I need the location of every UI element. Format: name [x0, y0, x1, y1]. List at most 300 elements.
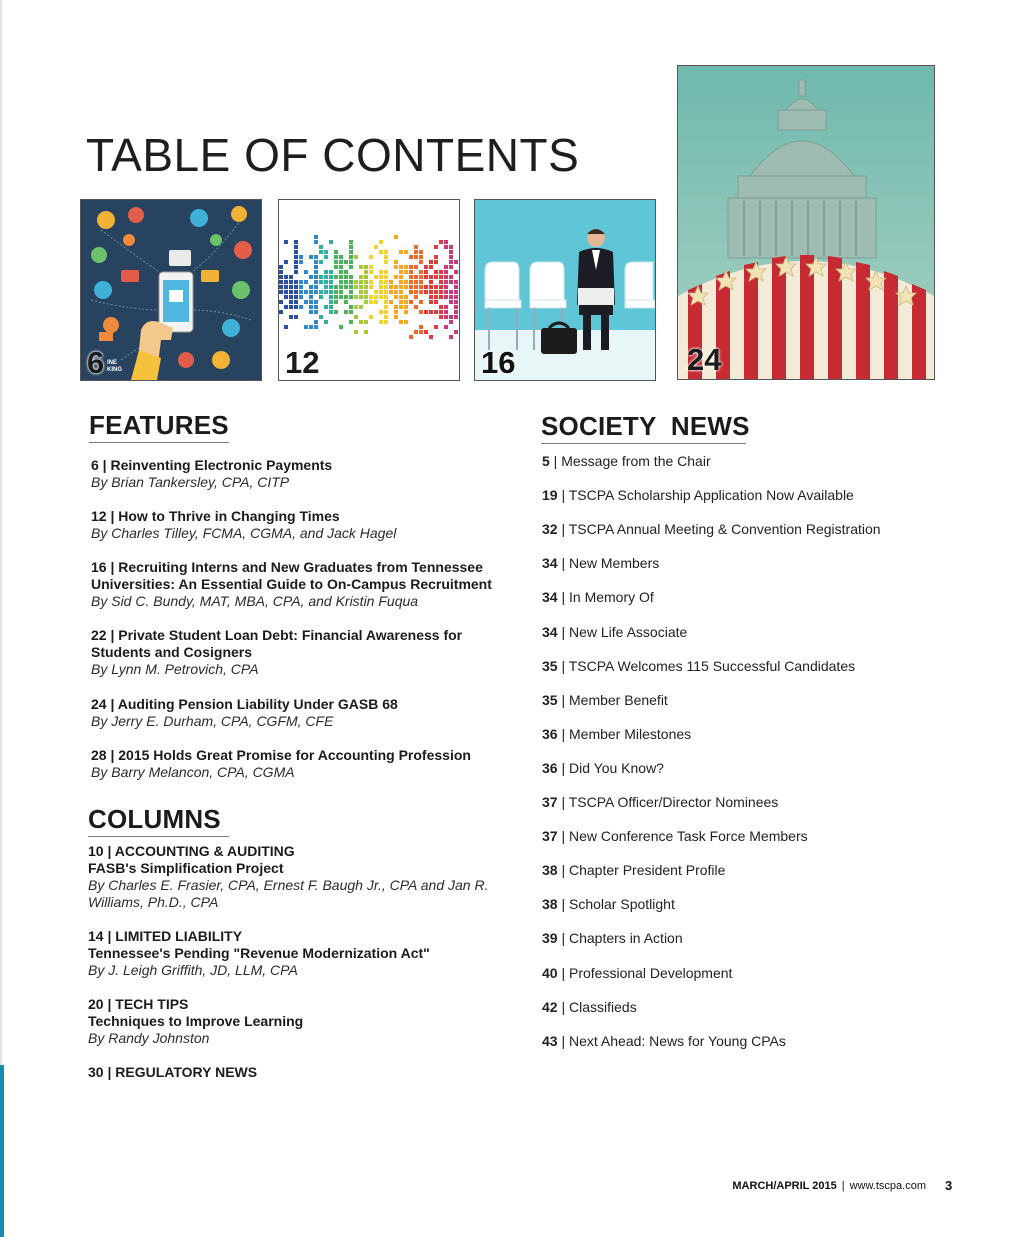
pixel-square — [434, 260, 438, 264]
column-entry[interactable] — [88, 1064, 518, 1081]
pixel-square — [349, 250, 353, 254]
pixel-square — [354, 315, 358, 319]
feature-title: 24 | Auditing Pension Liability Under GASB 68 — [91, 696, 398, 712]
pixel-square — [409, 285, 413, 289]
pixel-square — [324, 250, 328, 254]
pixel-square — [369, 295, 373, 299]
pixel-square — [424, 270, 428, 274]
pixel-square — [309, 295, 313, 299]
pixel-square — [439, 315, 443, 319]
pixel-square — [409, 265, 413, 269]
pixel-square — [444, 245, 448, 249]
column-section: 14 | LIMITED LIABILITY — [88, 928, 243, 944]
pixel-square — [314, 255, 318, 259]
pixel-square — [289, 290, 293, 294]
pixel-square — [439, 270, 443, 274]
society-news-item[interactable]: 37 | New Conference Task Force Members — [542, 828, 808, 845]
pixel-square — [394, 315, 398, 319]
feature-title: 22 | Private Student Loan Debt: Financial Awareness for Students and Cosigners — [91, 627, 463, 660]
pixel-square — [369, 285, 373, 289]
society-news-title: New Life Associate — [569, 623, 688, 640]
pixel-square — [299, 305, 303, 309]
pixel-square — [294, 295, 298, 299]
pixel-square — [349, 310, 353, 314]
pixel-square — [409, 290, 413, 294]
feature-title: 28 | 2015 Holds Great Promise for Accounting Profession — [91, 747, 471, 763]
feature-entry[interactable] — [91, 508, 521, 542]
thumbnail-page-16[interactable] — [474, 199, 656, 381]
pixel-square — [444, 290, 448, 294]
society-news-item[interactable]: 34 | In Memory Of — [542, 589, 654, 606]
column-byline: By Charles E. Frasier, CPA, Ernest F. Baugh Jr., CPA and Jan R. Williams, Ph.D., CPA — [88, 877, 489, 910]
pixel-square — [429, 290, 433, 294]
pixel-square — [314, 270, 318, 274]
pixel-square — [384, 315, 388, 319]
pixel-square — [344, 275, 348, 279]
pixel-square — [359, 305, 363, 309]
pixel-square — [319, 260, 323, 264]
pixel-square — [349, 255, 353, 259]
pixel-square — [289, 305, 293, 309]
pixel-square — [434, 310, 438, 314]
pixel-square — [399, 320, 403, 324]
pixel-square — [364, 280, 368, 284]
society-news-page: 40 — [542, 964, 558, 981]
pixel-square — [404, 265, 408, 269]
feature-entry[interactable] — [91, 559, 511, 610]
pixel-square — [444, 270, 448, 274]
pixel-square — [329, 310, 333, 314]
society-news-item[interactable]: 37 | TSCPA Officer/Director Nominees — [542, 794, 779, 810]
pixel-square — [284, 240, 288, 244]
pixel-square — [344, 280, 348, 284]
society-news-title: New Conference Task Force Members — [569, 828, 808, 845]
pixel-square — [399, 270, 403, 274]
pixel-square — [429, 310, 433, 314]
society-news-page: 34 — [542, 623, 558, 640]
pixel-square — [349, 295, 353, 299]
pixel-square — [324, 280, 328, 284]
issue-date: MARCH/APRIL 2015 — [732, 1180, 837, 1192]
feature-byline: By Barry Melancon, CPA, CGMA — [91, 764, 295, 780]
pixel-square — [309, 305, 313, 309]
feature-entry[interactable] — [91, 627, 481, 678]
pixel-square — [314, 240, 318, 244]
pixel-square — [409, 335, 413, 339]
thumbnail-caption: INE KING — [107, 360, 122, 373]
pixel-square — [384, 320, 388, 324]
pixel-square — [299, 255, 303, 259]
society-news-item[interactable]: 35 | Member Benefit — [542, 691, 668, 708]
society-news-item[interactable]: 43 | Next Ahead: News for Young CPAs — [542, 1032, 786, 1049]
pixel-square — [294, 290, 298, 294]
feature-entry[interactable] — [91, 457, 521, 491]
feature-byline: By Brian Tankersley, CPA, CITP — [91, 474, 290, 490]
pixel-square — [399, 295, 403, 299]
pixel-square — [349, 285, 353, 289]
pixel-square — [439, 275, 443, 279]
pixel-square — [314, 285, 318, 289]
pixel-square — [354, 285, 358, 289]
pixel-square — [319, 280, 323, 284]
pixel-square — [454, 270, 458, 274]
pixel-square — [289, 275, 293, 279]
pixel-square — [359, 290, 363, 294]
pixel-square — [369, 255, 373, 259]
society-news-page: 35 — [542, 691, 558, 708]
pixel-square — [419, 330, 423, 334]
column-title: FASB's Simplification Project — [88, 860, 284, 876]
pixel-square — [449, 250, 453, 254]
pixel-square — [449, 320, 453, 324]
pixel-square — [314, 275, 318, 279]
pixel-square — [414, 285, 418, 289]
pixel-square — [384, 310, 388, 314]
pixel-square — [384, 300, 388, 304]
pixel-square — [314, 280, 318, 284]
pixel-square — [449, 315, 453, 319]
pixel-square — [394, 265, 398, 269]
pixel-square — [304, 270, 308, 274]
society-news-page: 37 — [542, 828, 558, 845]
pixel-square — [399, 290, 403, 294]
society-news-item[interactable]: 34 | New Life Associate — [542, 623, 688, 640]
pixel-square — [324, 275, 328, 279]
pixel-square — [449, 300, 453, 304]
pixel-square — [334, 290, 338, 294]
pixel-square — [309, 310, 313, 314]
pixel-square — [384, 255, 388, 259]
pixel-square — [454, 290, 458, 294]
pixel-square — [309, 255, 313, 259]
website-link[interactable]: www.tscpa.com — [849, 1180, 926, 1192]
pixel-square — [449, 245, 453, 249]
pixel-square — [329, 285, 333, 289]
pixel-square — [329, 240, 333, 244]
pixel-square — [294, 305, 298, 309]
pixel-square — [379, 275, 383, 279]
society-news-title: Scholar Spotlight — [569, 896, 675, 913]
pixel-square — [294, 300, 298, 304]
pixel-square — [359, 280, 363, 284]
pixel-square — [349, 280, 353, 284]
pixel-square — [294, 270, 298, 274]
pixel-square — [424, 330, 428, 334]
pixel-square — [314, 260, 318, 264]
pixel-square — [354, 255, 358, 259]
society-news-item[interactable]: 40 | Professional Development — [542, 964, 733, 981]
pixel-square — [384, 305, 388, 309]
society-news-item[interactable]: 34 | New Members — [542, 555, 660, 572]
page-edge — [0, 0, 2, 1237]
society-news-page: 5 — [542, 453, 550, 469]
accent-bar — [0, 1065, 4, 1237]
pixel-square — [399, 280, 403, 284]
column-entry[interactable] — [88, 843, 508, 911]
pixel-square — [399, 265, 403, 269]
pixel-square — [394, 260, 398, 264]
pixel-square — [429, 260, 433, 264]
society-news-title: Member Milestones — [569, 725, 692, 742]
pixel-square — [414, 245, 418, 249]
pixel-square — [324, 285, 328, 289]
pixel-square — [444, 315, 448, 319]
pixel-square — [449, 295, 453, 299]
pixel-square — [414, 295, 418, 299]
pixel-square — [449, 265, 453, 269]
pixel-square — [414, 305, 418, 309]
society-news-title: Chapter President Profile — [569, 862, 726, 879]
pixel-square — [454, 305, 458, 309]
pixel-square — [294, 245, 298, 249]
pixel-square — [434, 285, 438, 289]
pixel-square — [339, 285, 343, 289]
pixel-square — [424, 275, 428, 279]
pixel-square — [374, 290, 378, 294]
pixel-square — [379, 290, 383, 294]
pixel-square — [294, 315, 298, 319]
pixel-square — [279, 300, 283, 304]
thumbnail-page-12[interactable] — [278, 199, 460, 381]
society-news-title: Next Ahead: News for Young CPAs — [569, 1032, 786, 1049]
pixel-square — [294, 255, 298, 259]
pixel-square — [374, 300, 378, 304]
thumbnail-page-number: 16 — [481, 345, 516, 380]
pixel-square — [309, 300, 313, 304]
pixel-square — [454, 300, 458, 304]
pixel-square — [364, 330, 368, 334]
pixel-square — [344, 300, 348, 304]
pixel-square — [389, 285, 393, 289]
pixel-square — [354, 295, 358, 299]
pixel-square — [419, 300, 423, 304]
pixel-square — [279, 275, 283, 279]
pixel-square — [434, 245, 438, 249]
pixel-square — [309, 275, 313, 279]
society-news-title: Chapters in Action — [569, 930, 683, 947]
pixel-square — [419, 255, 423, 259]
pixel-square — [334, 250, 338, 254]
feature-byline: By Lynn M. Petrovich, CPA — [91, 661, 259, 677]
society-news-title: Member Benefit — [569, 691, 668, 708]
pixel-square — [339, 295, 343, 299]
pixel-square — [279, 310, 283, 314]
society-news-item[interactable]: 36 | Did You Know? — [542, 759, 664, 776]
pixel-square — [359, 285, 363, 289]
pixel-square — [364, 285, 368, 289]
pixel-square — [424, 285, 428, 289]
pixel-square — [409, 270, 413, 274]
society-news-item[interactable]: 38 | Chapter President Profile — [542, 862, 726, 879]
pixel-square — [419, 310, 423, 314]
pixel-square — [439, 240, 443, 244]
pixel-square — [374, 295, 378, 299]
society-news-item[interactable]: 35 | TSCPA Welcomes 115 Successful Candidates — [542, 657, 856, 674]
society-news-item[interactable]: 39 | Chapters in Action — [542, 930, 683, 947]
pixel-square — [399, 300, 403, 304]
pixel-square — [404, 285, 408, 289]
feature-byline: By Jerry E. Durham, CPA, CGFM, CFE — [91, 713, 334, 729]
pixel-square — [379, 320, 383, 324]
society-news-page: 38 — [542, 896, 558, 913]
pixel-square — [294, 285, 298, 289]
pixel-square — [414, 290, 418, 294]
pixel-square — [364, 290, 368, 294]
column-section: 30 | REGULATORY NEWS — [88, 1064, 258, 1080]
society-news-item[interactable]: 36 | Member Milestones — [542, 725, 692, 742]
pixel-square — [429, 300, 433, 304]
pixel-square — [329, 305, 333, 309]
pixel-square — [334, 295, 338, 299]
pixel-square — [454, 280, 458, 284]
pixel-square — [434, 295, 438, 299]
pixel-square — [364, 300, 368, 304]
pixel-square — [429, 295, 433, 299]
pixel-square — [279, 285, 283, 289]
pixel-square — [359, 265, 363, 269]
feature-entry[interactable] — [91, 696, 521, 730]
pixel-square — [329, 295, 333, 299]
pixel-square — [379, 310, 383, 314]
pixel-square — [349, 265, 353, 269]
pixel-square — [339, 325, 343, 329]
pixel-square — [309, 290, 313, 294]
society-news-title: TSCPA Welcomes 115 Successful Candidates — [568, 657, 856, 674]
column-title: Techniques to Improve Learning — [88, 1013, 304, 1029]
pixel-square — [384, 285, 388, 289]
pixel-square — [409, 255, 413, 259]
pixel-square — [339, 280, 343, 284]
pixel-square — [319, 275, 323, 279]
thumbnail-page-24[interactable] — [677, 65, 935, 380]
pixel-square — [319, 245, 323, 249]
pixel-square — [364, 295, 368, 299]
pixel-square — [369, 300, 373, 304]
pixel-square — [419, 285, 423, 289]
pixel-square — [444, 285, 448, 289]
pixel-square — [394, 285, 398, 289]
society-news-item[interactable]: 19 | TSCPA Scholarship Application Now Available — [542, 487, 854, 504]
thumbnail-page-6[interactable] — [80, 199, 262, 381]
pixel-square — [284, 305, 288, 309]
pixel-square — [404, 300, 408, 304]
pixel-square — [329, 290, 333, 294]
pixel-square — [319, 250, 323, 254]
society-news-page: 37 — [542, 794, 558, 810]
column-entry[interactable] — [88, 928, 518, 979]
society-news-page: 43 — [542, 1032, 558, 1049]
pixel-square — [454, 285, 458, 289]
pixel-square — [379, 250, 383, 254]
pixel-square — [279, 265, 283, 269]
pixel-square — [409, 275, 413, 279]
pixel-square — [294, 280, 298, 284]
pixel-square — [429, 265, 433, 269]
pixel-square — [364, 320, 368, 324]
pixel-square — [424, 265, 428, 269]
pixel-square — [434, 300, 438, 304]
pixel-square — [289, 285, 293, 289]
pixel-square — [434, 255, 438, 259]
pixel-square — [304, 280, 308, 284]
pixel-square — [439, 285, 443, 289]
society-news-page: 39 — [542, 930, 558, 947]
pixel-square — [409, 300, 413, 304]
pixel-square — [329, 270, 333, 274]
pixel-square — [384, 290, 388, 294]
pixel-square — [399, 250, 403, 254]
pixel-square — [284, 260, 288, 264]
pixel-square — [324, 255, 328, 259]
pixel-square — [444, 325, 448, 329]
pixel-square — [324, 305, 328, 309]
pixel-square — [379, 240, 383, 244]
pixel-square — [314, 310, 318, 314]
society-news-item[interactable]: 32 | TSCPA Annual Meeting & Convention Registration — [542, 521, 881, 538]
pixel-square — [374, 275, 378, 279]
pixel-square — [394, 275, 398, 279]
pixel-square — [339, 265, 343, 269]
pixel-square — [299, 260, 303, 264]
pixel-square — [379, 285, 383, 289]
feature-title: 12 | How to Thrive in Changing Times — [91, 508, 340, 524]
pixel-square — [449, 280, 453, 284]
pixel-square — [454, 295, 458, 299]
pixel-square — [314, 300, 318, 304]
pixel-square — [444, 265, 448, 269]
footer-separator: | — [841, 1180, 845, 1192]
society-news-item[interactable]: 42 | Classifieds — [542, 998, 637, 1015]
society-news-item[interactable]: 5 | Message from the Chair — [542, 453, 711, 469]
society-news-heading: SOCIETY NEWS — [541, 411, 746, 444]
pixel-square — [434, 325, 438, 329]
pixel-square — [374, 245, 378, 249]
society-news-item[interactable]: 38 | Scholar Spotlight — [542, 896, 675, 913]
pixel-square — [344, 285, 348, 289]
pixel-square — [444, 305, 448, 309]
pixel-square — [314, 235, 318, 239]
pixel-square — [339, 290, 343, 294]
pixel-square — [334, 265, 338, 269]
pixel-square — [379, 295, 383, 299]
pixel-square — [449, 290, 453, 294]
feature-entry[interactable] — [91, 747, 521, 781]
pixel-square — [414, 265, 418, 269]
pixel-square — [314, 320, 318, 324]
pixel-square — [324, 320, 328, 324]
pixel-square — [444, 295, 448, 299]
pixel-square — [384, 250, 388, 254]
pixel-square — [439, 295, 443, 299]
pixel-square — [389, 280, 393, 284]
pixel-square — [384, 260, 388, 264]
pixel-square — [314, 265, 318, 269]
pixel-square — [384, 275, 388, 279]
pixel-square — [359, 320, 363, 324]
column-entry[interactable] — [88, 996, 518, 1047]
pixel-square — [349, 260, 353, 264]
column-title: Tennessee's Pending "Revenue Modernization Act" — [88, 945, 430, 961]
pixel-square — [349, 240, 353, 244]
pixel-square — [329, 280, 333, 284]
pixel-square — [404, 280, 408, 284]
pixel-square — [419, 325, 423, 329]
pixel-square — [334, 255, 338, 259]
pixel-square — [424, 310, 428, 314]
pixel-square — [404, 270, 408, 274]
features-heading: FEATURES — [89, 410, 229, 443]
pixel-square — [394, 235, 398, 239]
